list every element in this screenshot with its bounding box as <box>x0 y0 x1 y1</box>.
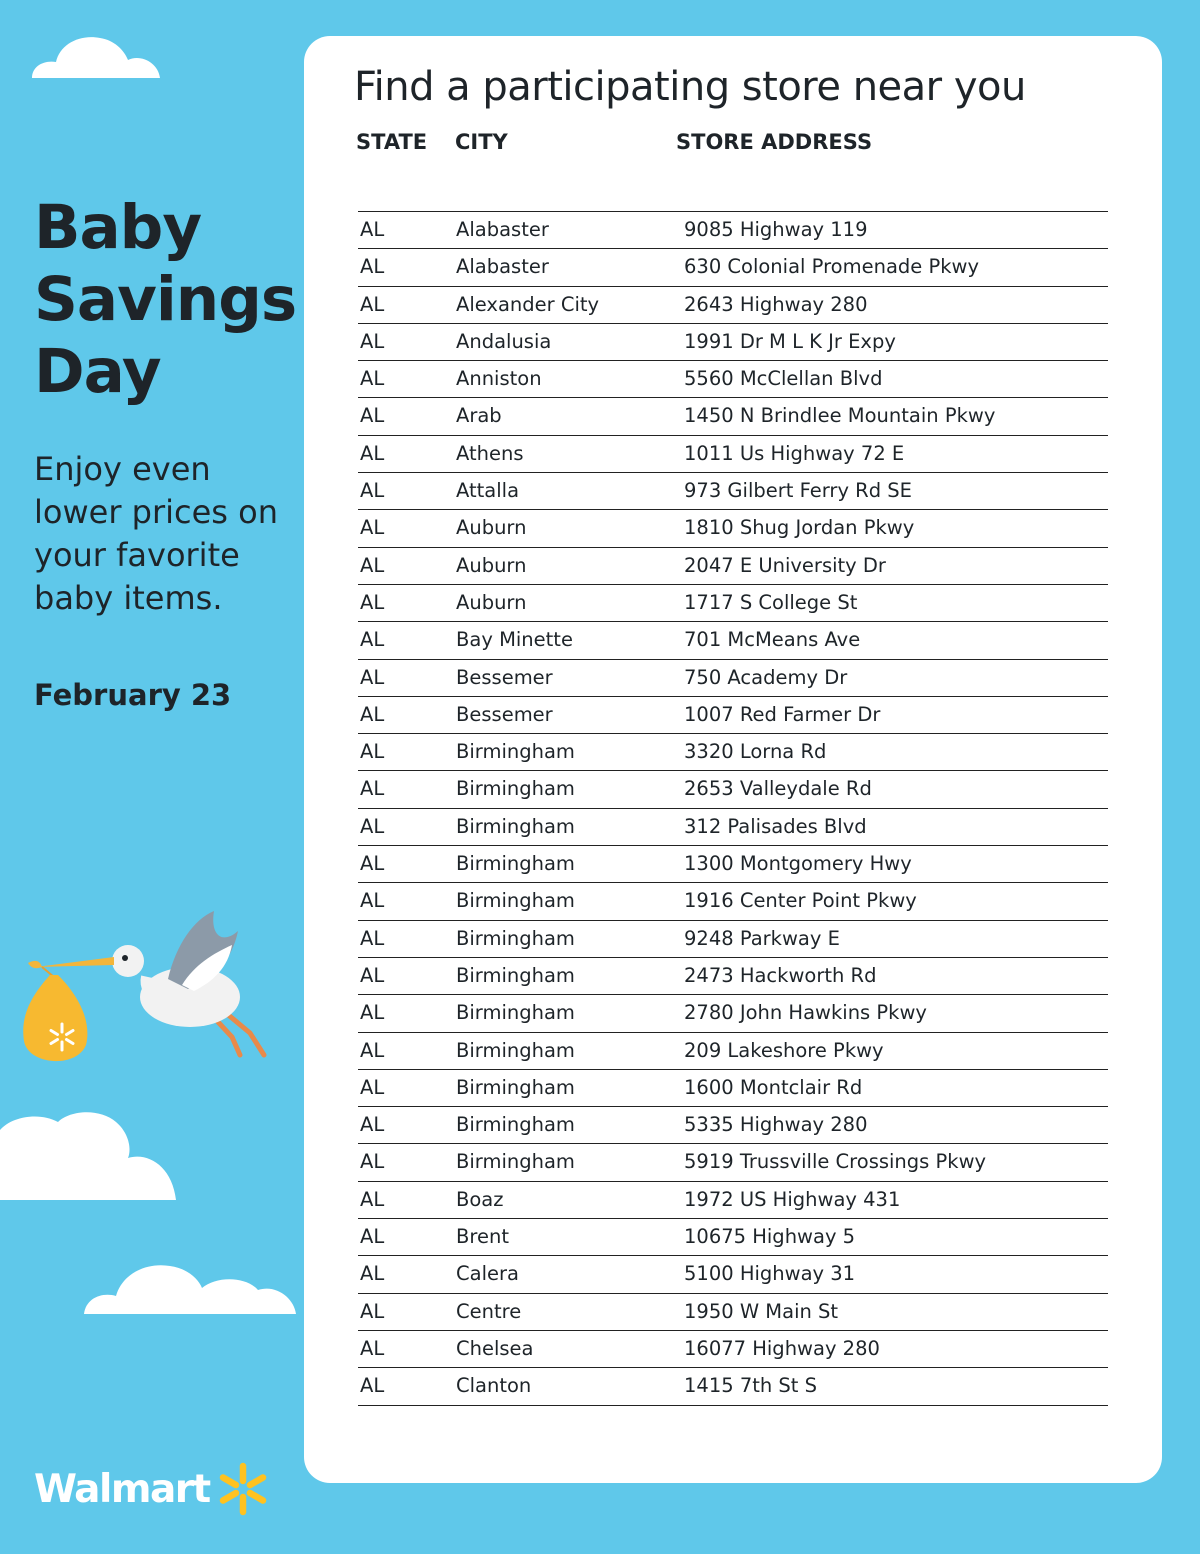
city-cell: Anniston <box>456 367 542 391</box>
city-cell: Attalla <box>456 479 520 503</box>
address-cell: 973 Gilbert Ferry Rd SE <box>684 479 913 503</box>
state-cell: AL <box>360 889 385 913</box>
city-cell: Brent <box>456 1225 509 1249</box>
state-cell: AL <box>360 777 385 801</box>
table-row <box>358 436 1108 473</box>
state-cell: AL <box>360 1150 385 1174</box>
city-cell: Alabaster <box>456 218 549 241</box>
table-row <box>358 361 1108 398</box>
cloud-mid-left <box>0 1108 178 1200</box>
table-row <box>358 212 1108 249</box>
state-cell: AL <box>360 329 385 353</box>
address-cell: 5335 Highway 280 <box>684 1113 868 1137</box>
city-cell: Bessemer <box>456 702 553 726</box>
city-cell: Auburn <box>456 553 527 577</box>
table-row <box>358 585 1108 622</box>
store-list-card <box>304 36 1162 1483</box>
city-cell: Birmingham <box>456 1001 575 1025</box>
city-cell: Calera <box>456 1262 519 1286</box>
state-cell: AL <box>360 1336 385 1360</box>
table-row <box>358 1331 1108 1368</box>
address-cell: 5560 McClellan Blvd <box>684 367 883 391</box>
city-cell: Birmingham <box>456 963 575 987</box>
address-cell: 312 Palisades Blvd <box>684 814 867 838</box>
table-row <box>358 548 1108 585</box>
state-cell: AL <box>360 1187 385 1211</box>
city-cell: Alexander City <box>456 292 600 316</box>
cloud-top-left <box>30 30 162 80</box>
address-cell: 5100 Highway 31 <box>684 1262 856 1286</box>
state-cell: AL <box>360 218 385 241</box>
table-row <box>358 1219 1108 1256</box>
state-cell: AL <box>360 1262 385 1286</box>
state-cell: AL <box>360 926 385 950</box>
table-row <box>358 660 1108 697</box>
city-cell: Arab <box>456 404 502 428</box>
state-cell: AL <box>360 479 385 503</box>
address-cell: 1972 US Highway 431 <box>684 1187 901 1211</box>
table-row <box>358 771 1108 808</box>
state-cell: AL <box>360 963 385 987</box>
address-cell: 1007 Red Farmer Dr <box>684 702 881 726</box>
address-cell: 10675 Highway 5 <box>684 1225 856 1249</box>
state-cell: AL <box>360 516 385 540</box>
table-row <box>358 697 1108 734</box>
table-row <box>358 846 1108 883</box>
address-cell: 9085 Highway 119 <box>684 218 868 241</box>
city-cell: Birmingham <box>456 740 575 764</box>
table-row <box>358 622 1108 659</box>
city-cell: Alabaster <box>456 255 549 279</box>
table-row <box>358 249 1108 286</box>
event-date: February 23 <box>34 678 232 712</box>
headline <box>34 192 296 408</box>
table-row <box>358 995 1108 1032</box>
walmart-spark-icon <box>216 1462 270 1516</box>
address-cell: 16077 Highway 280 <box>684 1336 880 1360</box>
store-table <box>358 211 1108 1406</box>
table-row <box>358 921 1108 958</box>
address-cell: 2643 Highway 280 <box>684 292 868 316</box>
address-cell: 1991 Dr M L K Jr Expy <box>684 329 896 353</box>
state-cell: AL <box>360 814 385 838</box>
city-cell: Auburn <box>456 590 527 614</box>
city-cell: Birmingham <box>456 889 575 913</box>
table-row <box>358 809 1108 846</box>
address-cell: 1600 Montclair Rd <box>684 1075 863 1099</box>
table-row <box>358 287 1108 324</box>
promo-subcopy: Enjoy even lower prices on your favorite baby items. <box>34 450 278 617</box>
state-cell: AL <box>360 367 385 391</box>
table-row <box>358 398 1108 435</box>
address-cell: 3320 Lorna Rd <box>684 740 827 764</box>
address-cell: 2047 E University Dr <box>684 553 886 577</box>
address-cell: 9248 Parkway E <box>684 926 840 950</box>
column-header-city: CITY <box>455 130 508 154</box>
address-cell: 2473 Hackworth Rd <box>684 963 877 987</box>
state-cell: AL <box>360 553 385 577</box>
state-cell: AL <box>360 740 385 764</box>
address-cell: 5919 Trussville Crossings Pkwy <box>684 1150 987 1174</box>
cloud-bottom-left <box>82 1254 298 1316</box>
table-row <box>358 1033 1108 1070</box>
address-cell: 701 McMeans Ave <box>684 628 861 652</box>
city-cell: Centre <box>456 1299 522 1323</box>
state-cell: AL <box>360 665 385 689</box>
city-cell: Andalusia <box>456 329 552 353</box>
state-cell: AL <box>360 1001 385 1025</box>
address-cell: 1450 N Brindlee Mountain Pkwy <box>684 404 996 428</box>
address-cell: 1300 Montgomery Hwy <box>684 852 912 876</box>
headline-line-3: Day <box>34 336 161 407</box>
address-cell: 1810 Shug Jordan Pkwy <box>684 516 915 540</box>
address-cell: 1950 W Main St <box>684 1299 839 1323</box>
table-row <box>358 1107 1108 1144</box>
city-cell: Birmingham <box>456 1150 575 1174</box>
stork-carrying-bundle-icon <box>18 905 278 1075</box>
table-row <box>358 1144 1108 1181</box>
state-cell: AL <box>360 1075 385 1099</box>
state-cell: AL <box>360 1374 385 1398</box>
city-cell: Auburn <box>456 516 527 540</box>
city-cell: Chelsea <box>456 1336 534 1360</box>
table-row <box>358 1070 1108 1107</box>
state-cell: AL <box>360 1299 385 1323</box>
city-cell: Bay Minette <box>456 628 573 652</box>
city-cell: Athens <box>456 441 524 465</box>
table-row <box>358 324 1108 361</box>
column-header-state: STATE <box>356 130 428 154</box>
city-cell: Birmingham <box>456 777 575 801</box>
headline-line-1: Baby <box>34 192 202 263</box>
city-cell: Birmingham <box>456 926 575 950</box>
table-row <box>358 883 1108 920</box>
table-row <box>358 1294 1108 1331</box>
address-cell: 1011 Us Highway 72 E <box>684 441 905 465</box>
city-cell: Birmingham <box>456 852 575 876</box>
walmart-logo <box>34 1462 270 1516</box>
column-header-store-address: STORE ADDRESS <box>676 130 873 154</box>
table-row <box>358 734 1108 771</box>
address-cell: 1415 7th St S <box>684 1374 818 1398</box>
table-row <box>358 1256 1108 1293</box>
state-cell: AL <box>360 255 385 279</box>
table-row <box>358 1182 1108 1219</box>
table-row <box>358 958 1108 995</box>
city-cell: Birmingham <box>456 1113 575 1137</box>
address-cell: 630 Colonial Promenade Pkwy <box>684 255 980 279</box>
table-row <box>358 473 1108 510</box>
state-cell: AL <box>360 441 385 465</box>
city-cell: Birmingham <box>456 1075 575 1099</box>
address-cell: 1717 S College St <box>684 590 858 614</box>
address-cell: 750 Academy Dr <box>684 665 848 689</box>
state-cell: AL <box>360 292 385 316</box>
state-cell: AL <box>360 628 385 652</box>
state-cell: AL <box>360 590 385 614</box>
state-cell: AL <box>360 1225 385 1249</box>
city-cell: Bessemer <box>456 665 553 689</box>
address-cell: 1916 Center Point Pkwy <box>684 889 917 913</box>
city-cell: Birmingham <box>456 814 575 838</box>
state-cell: AL <box>360 1113 385 1137</box>
state-cell: AL <box>360 702 385 726</box>
address-cell: 2780 John Hawkins Pkwy <box>684 1001 927 1025</box>
city-cell: Clanton <box>456 1374 532 1398</box>
card-title: Find a participating store near you <box>354 64 1026 110</box>
state-cell: AL <box>360 404 385 428</box>
table-row <box>358 1368 1108 1405</box>
state-cell: AL <box>360 852 385 876</box>
table-row <box>358 510 1108 547</box>
state-cell: AL <box>360 1038 385 1062</box>
walmart-wordmark: Walmart <box>34 1466 210 1512</box>
address-cell: 2653 Valleydale Rd <box>684 777 872 801</box>
city-cell: Boaz <box>456 1187 504 1211</box>
city-cell: Birmingham <box>456 1038 575 1062</box>
headline-line-2: Savings <box>34 264 297 335</box>
address-cell: 209 Lakeshore Pkwy <box>684 1038 884 1062</box>
